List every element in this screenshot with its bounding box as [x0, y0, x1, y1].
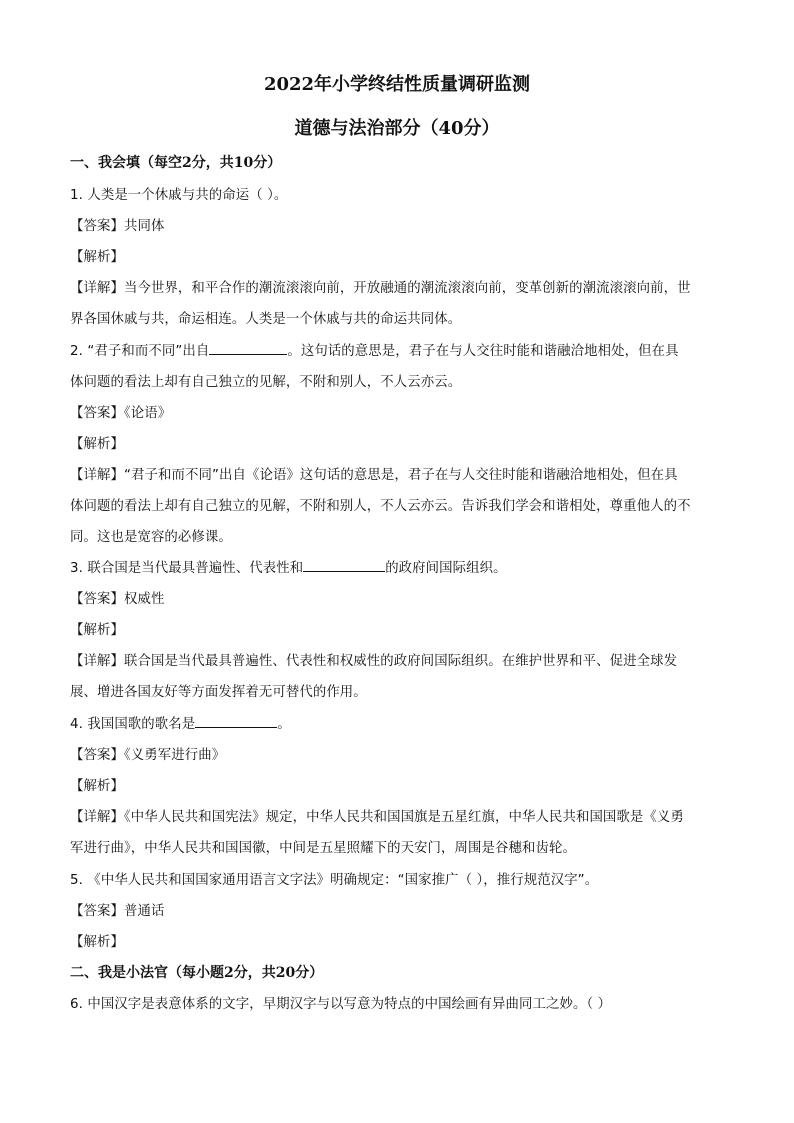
- answer-text: 权威性: [123, 592, 165, 607]
- answer-blank: [209, 341, 287, 355]
- detail-label: 【详解】: [70, 281, 124, 296]
- detail-1-line-1: 【详解】当今世界，和平合作的潮流滚滚向前，开放融通的潮流滚滚向前，变革创新的潮流滚滚向前，世: [70, 281, 691, 296]
- detail-label: 【详解】: [70, 468, 124, 483]
- detail-label: 【详解】: [70, 810, 124, 825]
- answer-label: 【答案】: [70, 904, 124, 919]
- analysis-label-5: 【解析】: [70, 935, 124, 950]
- detail-3-line-2: 展、增进各国友好等方面发挥着无可替代的作用。: [70, 685, 367, 700]
- analysis-label-2: 【解析】: [70, 437, 124, 452]
- answer-label: 【答案】: [70, 748, 124, 763]
- analysis-label-4: 【解析】: [70, 779, 124, 794]
- question-4: 4. 我国国歌的歌名是 。: [70, 713, 291, 732]
- question-3: 3. 联合国是当代最具普遍性、代表性和 的政府间国际组织。: [70, 557, 507, 576]
- answer-5: [70, 900, 164, 919]
- detail-2-line-1: 【详解】“君子和而不同”出自《论语》这句话的意思是，君子在与人交往时能和谐融洽地相处，但在具: [70, 468, 678, 483]
- answer-label: 【答案】: [70, 406, 124, 421]
- answer-text: 《论语》: [123, 406, 172, 421]
- detail-3-line-1: 【详解】联合国是当代最具普遍性、代表性和权威性的政府间国际组织。在维护世界和平、促进全球发: [70, 654, 678, 669]
- question-6: 6. 中国汉字是表意体系的文字，早期汉字与以写意为特点的中国绘画有异曲同工之妙。（ ）: [70, 997, 612, 1012]
- answer-text: 共同体: [123, 219, 165, 234]
- detail-2-line-2: 体问题的看法上却有自己独立的见解，不附和别人，不人云亦云。告诉我们学会和谐相处，尊重他人的不: [70, 499, 691, 514]
- detail-1-line-2: 界各国休戚与共，命运相连。人类是一个休戚与共的命运共同体。: [70, 312, 462, 327]
- detail-4-line-1: 【详解】《中华人民共和国宪法》规定，中华人民共和国国旗是五星红旗，中华人民共和国国歌是《义勇: [70, 810, 684, 825]
- answer-label: 【答案】: [70, 219, 124, 234]
- question-5: 5. 《中华人民共和国国家通用语言文字法》明确规定：“国家推广（ ），推行规范汉字”。: [70, 873, 599, 888]
- answer-blank: [303, 558, 385, 572]
- document-subtitle: 道德与法治部分（40分）: [294, 118, 500, 139]
- analysis-label-1: 【解析】: [70, 250, 124, 265]
- answer-2: [70, 402, 171, 421]
- analysis-label-3: 【解析】: [70, 623, 124, 638]
- detail-2-line-3: 同。这也是宽容的必修课。: [70, 530, 232, 545]
- detail-4-line-2: 军进行曲》，中华人民共和国国徽，中间是五星照耀下的天安门，周围是谷穗和齿轮。: [70, 841, 576, 856]
- section-heading-fill-in: 一、我会填（每空2分，共10分）: [70, 155, 282, 171]
- detail-label: 【详解】: [70, 654, 124, 669]
- question-2: 2. “君子和而不同”出自 。这句话的意思是，君子在与人交往时能和谐融洽地相处，但在具: [70, 340, 679, 359]
- section-heading-judge: 二、我是小法官（每小题2分，共20分）: [70, 965, 324, 981]
- answer-label: 【答案】: [70, 592, 124, 607]
- answer-text: 《义勇军进行曲》: [123, 748, 226, 763]
- question-1: 1. 人类是一个休戚与共的命运（ ）。: [70, 188, 288, 203]
- answer-3: [70, 588, 164, 607]
- question-2-line-2: 体问题的看法上却有自己独立的见解，不附和别人，不人云亦云。: [70, 375, 462, 390]
- answer-blank: [195, 714, 277, 728]
- answer-text: 普通话: [123, 904, 165, 919]
- answer-1: [70, 215, 164, 234]
- document-title: 2022年小学终结性质量调研监测: [263, 74, 531, 95]
- answer-4: [70, 744, 225, 763]
